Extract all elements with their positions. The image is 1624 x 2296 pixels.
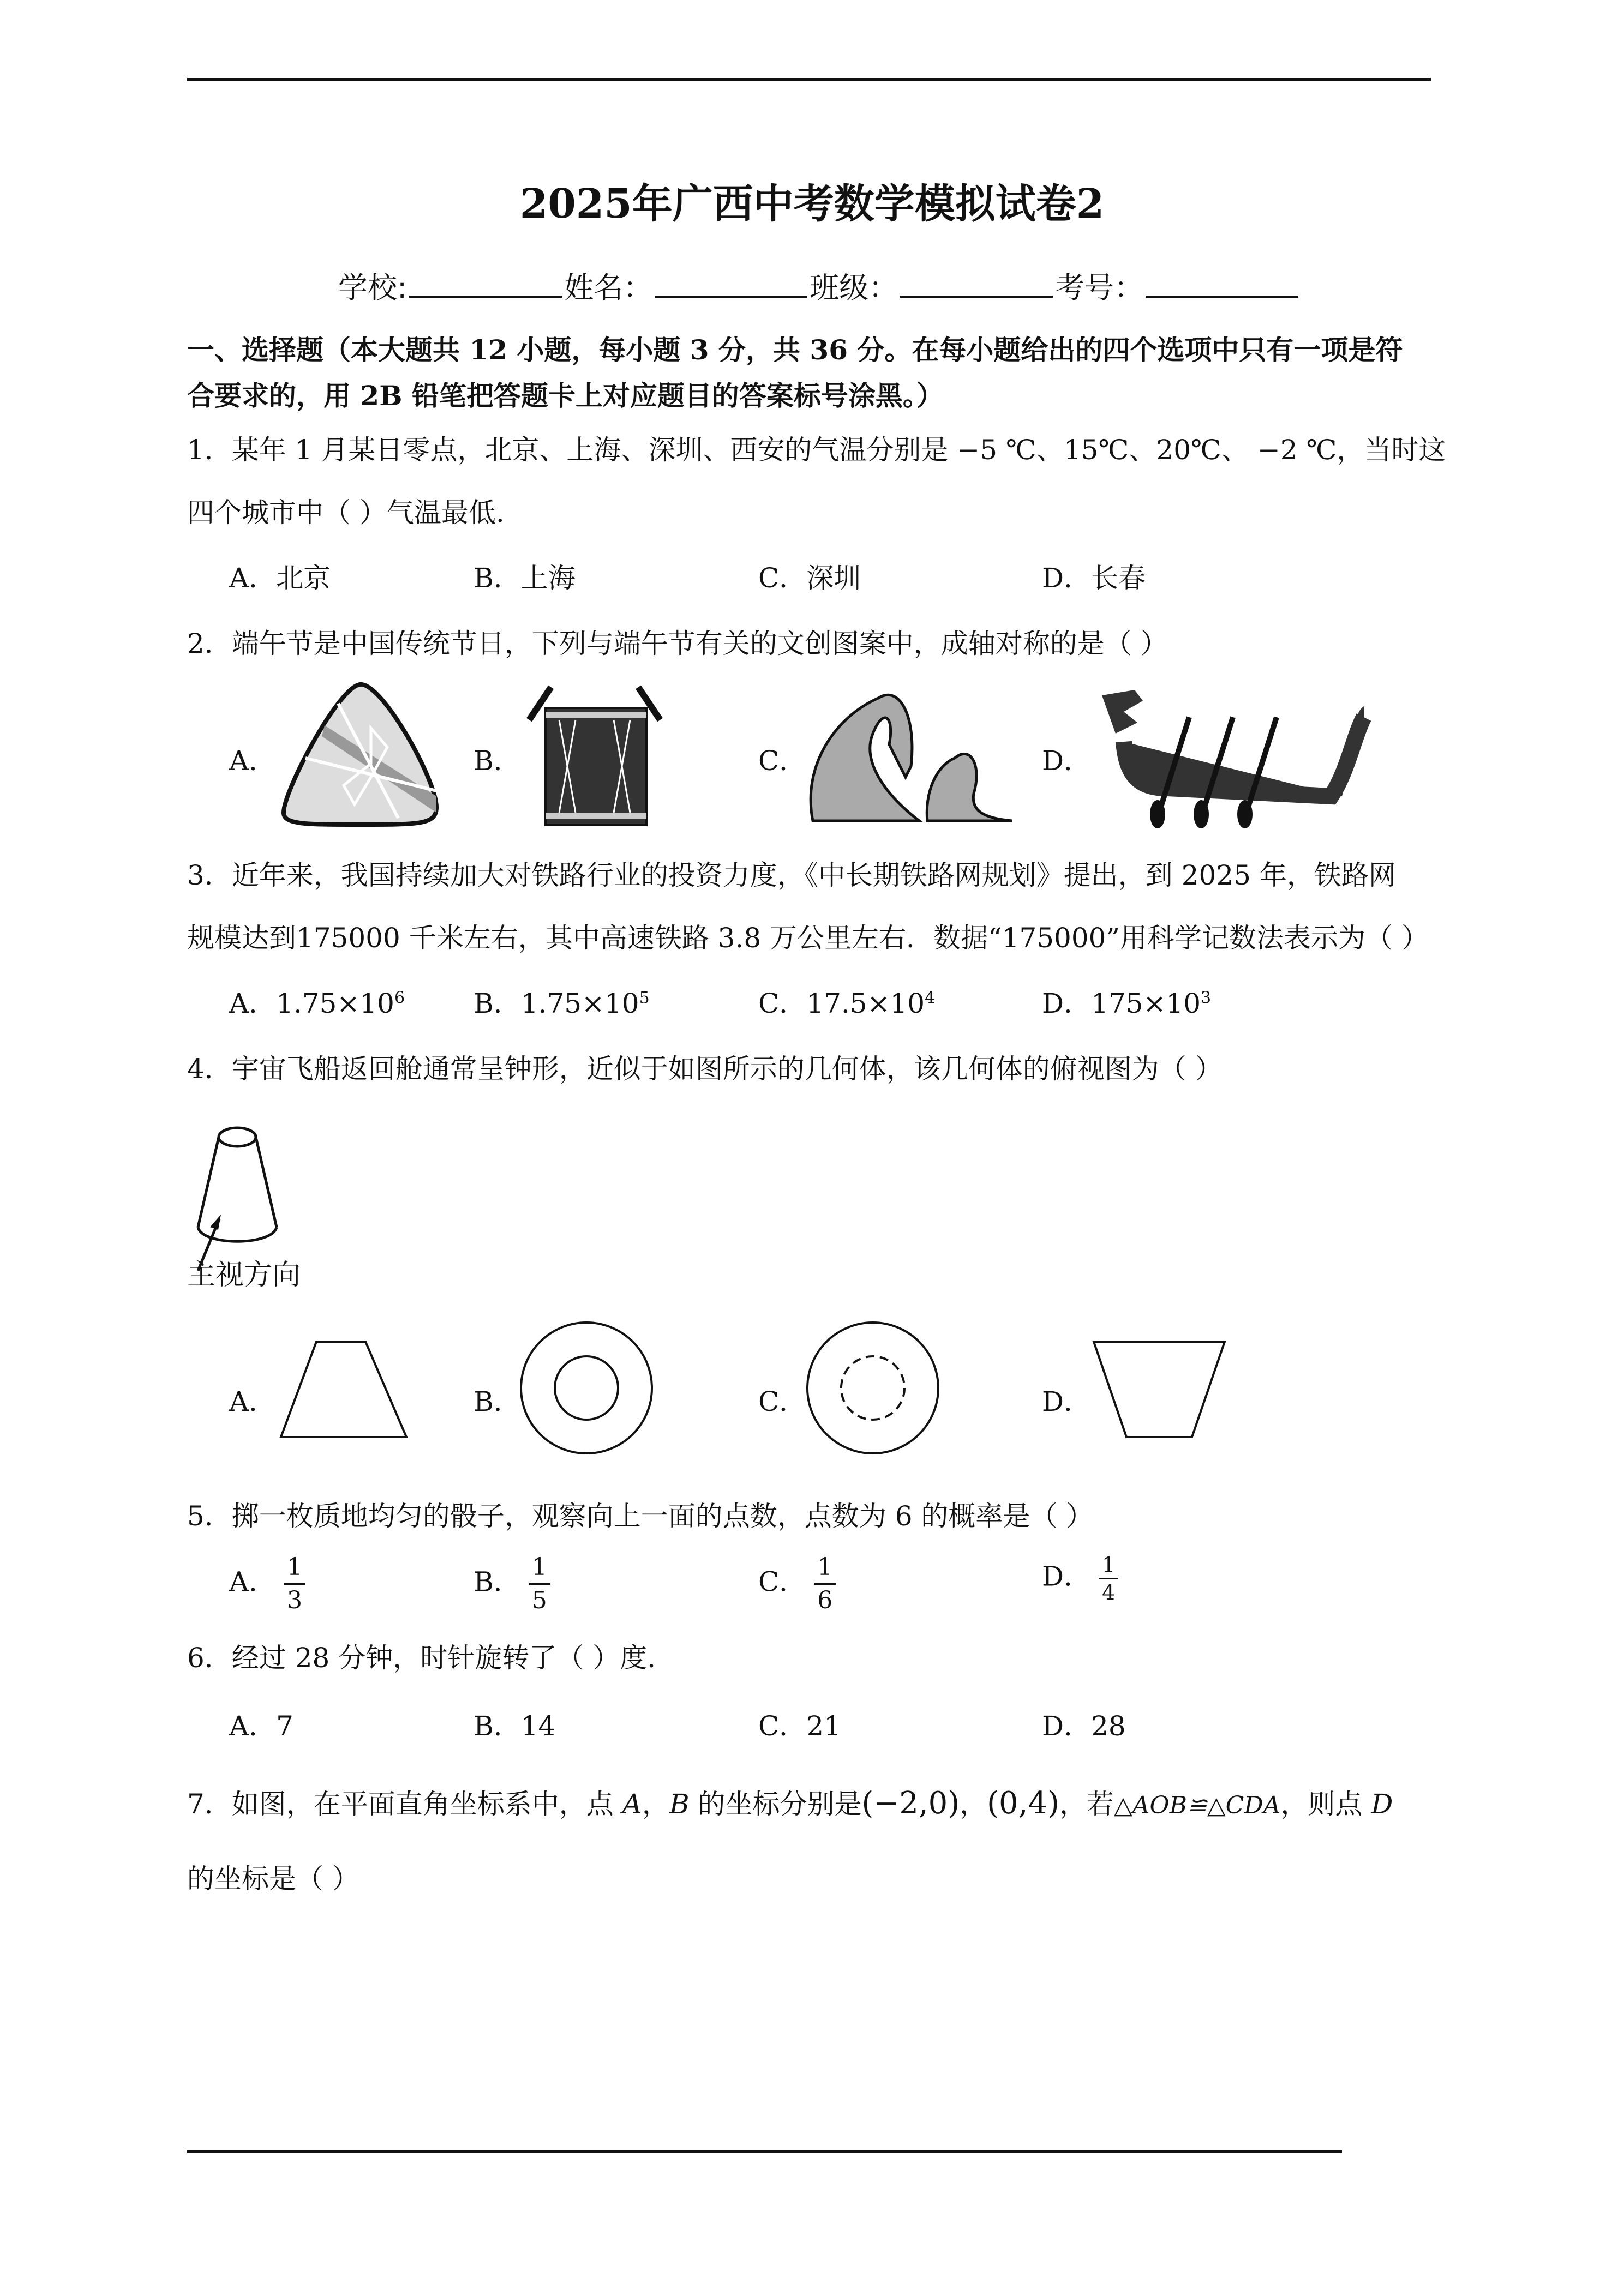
- concentric-circles-view-b: [518, 1320, 655, 1456]
- congruence-statement: △AOB≌△CDA: [1113, 1792, 1281, 1819]
- dashed-inner-circle-view-c: [805, 1320, 941, 1456]
- section-heading-line2: 合要求的，用 2B 铅笔把答题卡上对应题目的答案标号涂黑。）: [187, 380, 944, 412]
- q2-option-a-label[interactable]: A．: [229, 745, 277, 777]
- q4-option-a-label[interactable]: A．: [229, 1386, 277, 1417]
- section-heading: [187, 327, 1403, 419]
- q6-option-a[interactable]: A．7: [229, 1710, 293, 1742]
- point-a: A: [622, 1788, 642, 1820]
- q3-option-b-exp: 5: [639, 988, 650, 1008]
- q5-option-a[interactable]: [229, 1552, 305, 1616]
- q2-option-b-label[interactable]: B．: [474, 745, 521, 777]
- inverted-trapezoid-view-d: [1091, 1339, 1227, 1442]
- question-1-line1: 1．某年 1 月某日零点，北京、上海、深圳、西安的气温分别是 −5 ℃、15℃、20℃、 −2 ℃，当时这: [187, 434, 1446, 466]
- q6-option-c[interactable]: C．21: [758, 1710, 841, 1742]
- question-2-line1: 2．端午节是中国传统节日，下列与端午节有关的文创图案中，成轴对称的是（ ）: [187, 628, 1168, 659]
- q3-option-d[interactable]: [1042, 982, 1211, 1021]
- q5-option-d-label: D．: [1042, 1560, 1092, 1592]
- q3-option-d-base: 175×10: [1091, 988, 1201, 1019]
- question-3-line1: 3．近年来，我国持续加大对铁路行业的投资力度，《中长期铁路网规划》提出，到 2025 年，铁路网: [187, 860, 1396, 891]
- dragon-boat-icon: [1091, 684, 1380, 826]
- page-title: 2025年广西中考数学模拟试卷2: [519, 181, 1105, 227]
- fraction: [1099, 1552, 1118, 1606]
- q3-option-a-base: 1.75×10: [276, 988, 394, 1019]
- q1-option-a[interactable]: A．北京: [229, 562, 331, 594]
- q3-option-b[interactable]: [474, 982, 650, 1021]
- q4-option-b-label[interactable]: B．: [474, 1386, 521, 1417]
- q5-option-c[interactable]: [758, 1552, 836, 1616]
- q7-text-b: 的坐标分别是: [689, 1788, 862, 1820]
- question-7-line2: 的坐标是（ ）: [187, 1863, 359, 1895]
- wave-icon: [802, 684, 1015, 826]
- exam-no-label: 考号：: [1055, 271, 1144, 305]
- q3-option-a[interactable]: [229, 982, 405, 1021]
- q3-option-b-base: 1.75×10: [520, 988, 639, 1019]
- question-5-line1: 5．掷一枚质地均匀的骰子，观察向上一面的点数，点数为 6 的概率是（ ）: [187, 1500, 1094, 1532]
- trapezoid-view-a: [278, 1339, 409, 1442]
- section-heading-line1: 一、选择题（本大题共 12 小题，每小题 3 分，共 36 分。在每小题给出的四个选项中只有一项是符: [187, 334, 1403, 366]
- drum-icon: [521, 682, 668, 829]
- school-blank[interactable]: [409, 274, 562, 298]
- q4-option-c-label[interactable]: C．: [758, 1386, 807, 1417]
- coord-a: (−2,0): [861, 1786, 960, 1821]
- q3-option-c-exp: 4: [925, 988, 936, 1008]
- q7-text-c: ，若: [1059, 1788, 1114, 1820]
- numerator: 1: [284, 1552, 305, 1585]
- q2-option-d-label[interactable]: D．: [1042, 745, 1092, 777]
- class-label: 班级：: [810, 271, 898, 305]
- q5-option-a-label: A．: [229, 1566, 277, 1598]
- q5-option-b-label: B．: [474, 1566, 521, 1598]
- q7-text-d: ，则点: [1280, 1788, 1371, 1820]
- q3-option-d-exp: 3: [1201, 988, 1212, 1008]
- q3-option-c[interactable]: [758, 982, 935, 1021]
- point-b: B: [669, 1788, 690, 1820]
- q1-option-d[interactable]: D．长春: [1042, 562, 1146, 594]
- question-1-line2: 四个城市中（ ）气温最低.: [187, 497, 505, 528]
- fraction: [814, 1552, 836, 1616]
- denominator: 3: [287, 1586, 303, 1614]
- q7-text-a: 7．如图，在平面直角坐标系中，点: [187, 1788, 622, 1820]
- student-info-line: [338, 265, 1301, 306]
- question-3-line2: 规模达到175000 千米左右，其中高速铁路 3.8 万公里左右．数据“175000”用科学记数法表示为（ ）: [187, 922, 1429, 954]
- q1-option-c[interactable]: C．深圳: [758, 562, 861, 594]
- q7-comma: ，: [960, 1788, 987, 1820]
- q6-option-b[interactable]: B．14: [474, 1710, 556, 1742]
- q5-option-d[interactable]: [1042, 1552, 1118, 1606]
- zongzi-icon: [273, 682, 447, 829]
- denominator: 4: [1102, 1580, 1116, 1604]
- exam-no-blank[interactable]: [1146, 274, 1298, 298]
- numerator: 1: [1099, 1552, 1118, 1579]
- header-rule: [187, 78, 1431, 81]
- q3-option-c-base: 17.5×10: [806, 988, 925, 1019]
- question-7-line1: [187, 1782, 1393, 1822]
- q1-option-b[interactable]: B．上海: [474, 562, 576, 594]
- q4-option-d-label[interactable]: D．: [1042, 1386, 1092, 1417]
- q3-option-d-label: D．: [1042, 988, 1092, 1019]
- question-4-line1: 4．宇宙飞船返回舱通常呈钟形，近似于如图所示的几何体，该几何体的俯视图为（ ）: [187, 1053, 1223, 1085]
- front-view-direction-caption: 主视方向: [187, 1259, 301, 1291]
- class-blank[interactable]: [900, 274, 1053, 298]
- question-6-line1: 6．经过 28 分钟，时针旋转了（ ）度.: [187, 1642, 656, 1674]
- footer-rule: [187, 2150, 1342, 2153]
- frustum-figure: [180, 1102, 344, 1243]
- fraction: [284, 1552, 305, 1616]
- name-label: 姓名：: [564, 271, 653, 305]
- fraction: [529, 1552, 550, 1616]
- q5-option-b[interactable]: [474, 1552, 550, 1616]
- q3-option-a-label: A．: [229, 988, 277, 1019]
- denominator: 6: [817, 1586, 833, 1614]
- name-blank[interactable]: [655, 274, 807, 298]
- q6-option-d[interactable]: D．28: [1042, 1710, 1126, 1742]
- numerator: 1: [529, 1552, 550, 1585]
- school-label: 学校:: [338, 271, 408, 305]
- point-d: D: [1371, 1788, 1393, 1820]
- denominator: 5: [531, 1586, 547, 1614]
- q5-option-c-label: C．: [758, 1566, 807, 1598]
- numerator: 1: [814, 1552, 836, 1585]
- q3-option-a-exp: 6: [394, 988, 405, 1008]
- q3-option-c-label: C．: [758, 988, 807, 1019]
- q3-option-b-label: B．: [474, 988, 521, 1019]
- q7-sep: ，: [642, 1788, 669, 1820]
- q2-option-c-label[interactable]: C．: [758, 745, 807, 777]
- coord-b: (0,4): [987, 1786, 1059, 1821]
